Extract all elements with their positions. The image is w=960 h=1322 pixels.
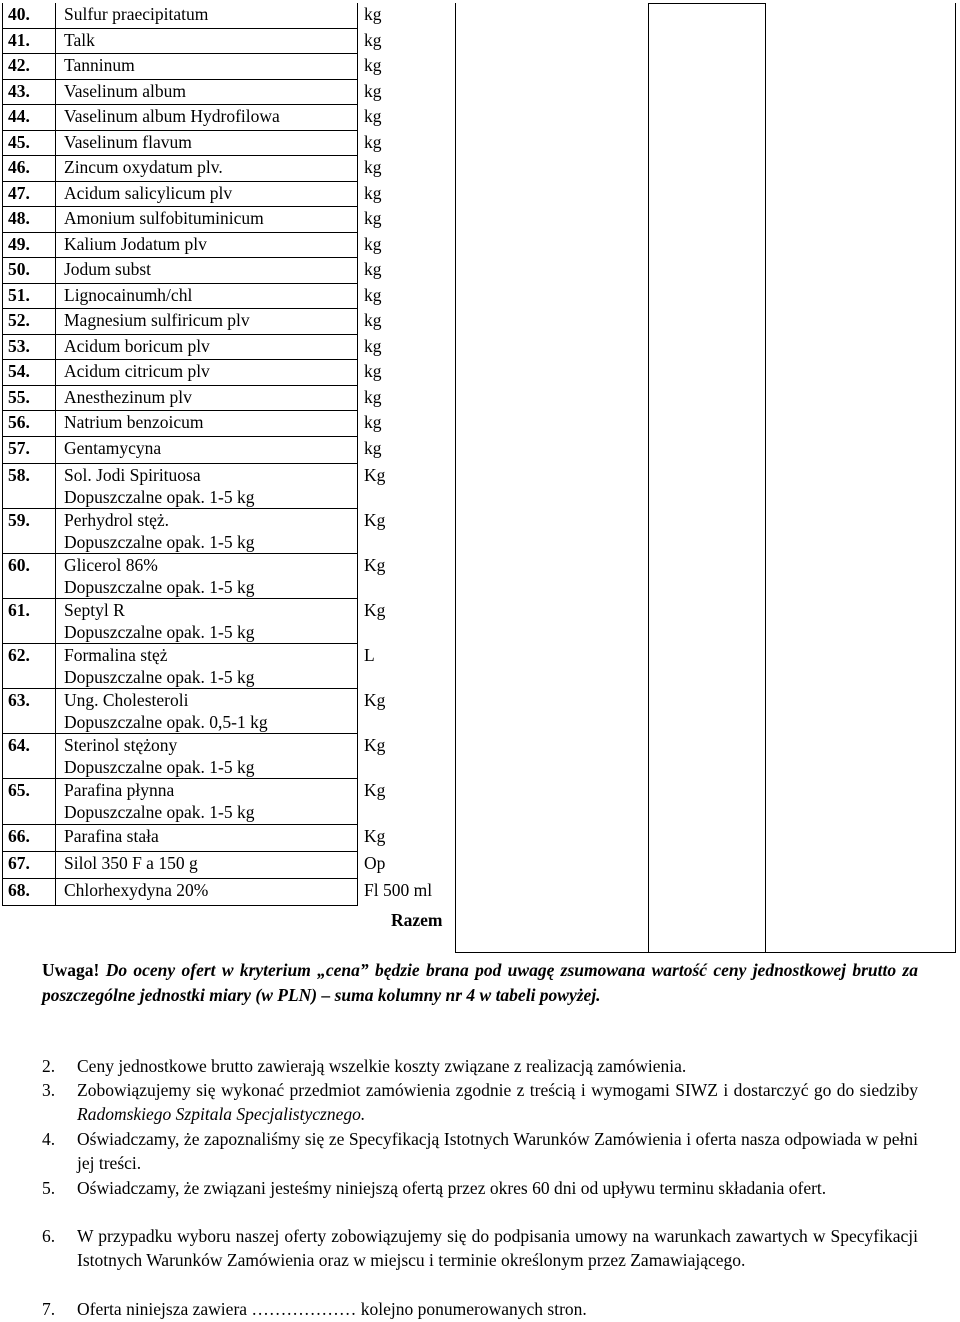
unit-of-measure: kg xyxy=(364,4,382,24)
unit-of-measure: Kg xyxy=(364,465,386,485)
product-name: Parafina stała xyxy=(64,826,159,846)
product-name: Perhydrol stęż. xyxy=(64,510,169,530)
row-number: 56. xyxy=(8,412,30,432)
row-number: 68. xyxy=(8,880,30,900)
row-divider xyxy=(2,643,358,644)
unit-of-measure: kg xyxy=(364,106,382,126)
statement-number: 7. xyxy=(42,1299,56,1319)
packaging-note: Dopuszczalne opak. 0,5-1 kg xyxy=(64,712,268,732)
packaging-note: Dopuszczalne opak. 1-5 kg xyxy=(64,802,255,822)
row-number: 50. xyxy=(8,259,30,279)
row-divider xyxy=(2,778,358,779)
column-divider xyxy=(357,3,358,905)
unit-of-measure: Kg xyxy=(364,735,386,755)
unit-of-measure: kg xyxy=(364,208,382,228)
product-name: Magnesium sulfiricum plv xyxy=(64,310,250,330)
row-number: 61. xyxy=(8,600,30,620)
row-divider xyxy=(2,878,358,879)
row-divider xyxy=(2,598,358,599)
row-number: 46. xyxy=(8,157,30,177)
product-name: Vaselinum flavum xyxy=(64,132,192,152)
row-number: 59. xyxy=(8,510,30,530)
row-number: 42. xyxy=(8,55,30,75)
row-divider xyxy=(2,508,358,509)
unit-of-measure: L xyxy=(364,645,375,665)
row-divider xyxy=(2,130,358,131)
row-divider xyxy=(2,359,358,360)
column-divider xyxy=(455,3,456,953)
row-number: 66. xyxy=(8,826,30,846)
unit-of-measure: kg xyxy=(364,412,382,432)
row-number: 41. xyxy=(8,30,30,50)
row-divider xyxy=(2,334,358,335)
table-border-right xyxy=(955,3,956,953)
unit-of-measure: Kg xyxy=(364,510,386,530)
product-name: Vaselinum album xyxy=(64,81,186,101)
statement-text: Ceny jednostkowe brutto zawierają wszelkie koszty związane z realizacją zamówienia. xyxy=(77,1056,687,1076)
row-number: 45. xyxy=(8,132,30,152)
row-number: 40. xyxy=(8,4,30,24)
packaging-note: Dopuszczalne opak. 1-5 kg xyxy=(64,532,255,552)
product-name: Acidum citricum plv xyxy=(64,361,210,381)
statement-number: 3. xyxy=(42,1080,56,1100)
row-divider xyxy=(2,553,358,554)
cell-border xyxy=(648,3,766,4)
row-divider xyxy=(2,824,358,825)
product-name: Vaselinum album Hydrofilowa xyxy=(64,106,280,126)
row-number: 63. xyxy=(8,690,30,710)
row-divider xyxy=(2,257,358,258)
row-divider xyxy=(2,28,358,29)
row-divider xyxy=(2,206,358,207)
product-name: Kalium Jodatum plv xyxy=(64,234,207,254)
row-divider xyxy=(2,104,358,105)
unit-of-measure: Kg xyxy=(364,555,386,575)
unit-of-measure: kg xyxy=(364,387,382,407)
statement-number: 4. xyxy=(42,1129,56,1149)
statement-text: W przypadku wyboru naszej oferty zobowiązujemy się do podpisania umowy na warunkach zawartych w Specyfikacji Istotnych Warunków Zamówienia oraz w miejscu i terminie określonym przez Zamawiającego. xyxy=(77,1226,918,1270)
unit-of-measure: kg xyxy=(364,81,382,101)
unit-of-measure: kg xyxy=(364,30,382,50)
unit-of-measure: kg xyxy=(364,55,382,75)
product-name: Acidum salicylicum plv xyxy=(64,183,233,203)
product-name: Parafina płynna xyxy=(64,780,175,800)
row-number: 43. xyxy=(8,81,30,101)
row-number: 48. xyxy=(8,208,30,228)
product-name: Anesthezinum plv xyxy=(64,387,192,407)
unit-of-measure: Fl 500 ml xyxy=(364,880,433,900)
row-divider xyxy=(2,385,358,386)
unit-of-measure: kg xyxy=(364,234,382,254)
row-divider xyxy=(2,463,358,464)
table-border-bottom xyxy=(2,905,358,906)
note-paragraph xyxy=(42,958,918,1008)
row-divider xyxy=(2,851,358,852)
product-name: Amonium sulfobituminicum xyxy=(64,208,264,228)
unit-of-measure: kg xyxy=(364,438,382,458)
packaging-note: Dopuszczalne opak. 1-5 kg xyxy=(64,757,255,777)
unit-of-measure: kg xyxy=(364,285,382,305)
row-divider xyxy=(2,688,358,689)
product-name: Sol. Jodi Spirituosa xyxy=(64,465,201,485)
unit-of-measure: Kg xyxy=(364,826,386,846)
note-label: Uwaga! xyxy=(42,960,100,980)
row-number: 44. xyxy=(8,106,30,126)
row-divider xyxy=(2,155,358,156)
hospital-name: Radomskiego Szpitala Specjalistycznego. xyxy=(77,1104,366,1124)
row-number: 60. xyxy=(8,555,30,575)
unit-of-measure: Kg xyxy=(364,780,386,800)
table-border-left xyxy=(2,3,3,905)
row-number: 65. xyxy=(8,780,30,800)
product-name: Jodum subst xyxy=(64,259,152,279)
unit-of-measure: kg xyxy=(364,310,382,330)
statement-text: Zobowiązujemy się wykonać przedmiot zamówienia zgodnie z treścią i wymogami SIWZ i dostarczyć go do siedziby xyxy=(77,1080,918,1100)
row-number: 57. xyxy=(8,438,30,458)
row-divider xyxy=(2,53,358,54)
product-name: Gentamycyna xyxy=(64,438,162,458)
row-divider xyxy=(2,79,358,80)
row-divider xyxy=(2,232,358,233)
statement-number: 6. xyxy=(42,1226,56,1246)
statement-number: 2. xyxy=(42,1056,56,1076)
unit-of-measure: kg xyxy=(364,259,382,279)
row-number: 49. xyxy=(8,234,30,254)
column-divider xyxy=(55,3,56,905)
product-name: Chlorhexydyna 20% xyxy=(64,880,209,900)
product-name: Zincum oxydatum plv. xyxy=(64,157,223,177)
unit-of-measure: Op xyxy=(364,853,386,873)
product-name: Tanninum xyxy=(64,55,135,75)
product-name: Ung. Cholesteroli xyxy=(64,690,189,710)
statement-text: Oświadczamy, że związani jesteśmy niniejszą ofertą przez okres 60 dni od upływu terminu składania ofert. xyxy=(77,1178,827,1198)
table-border-bottom xyxy=(455,952,956,953)
product-name: Formalina stęż xyxy=(64,645,168,665)
row-divider xyxy=(2,436,358,437)
note-text: Do oceny ofert w kryterium „cena” będzie brana pod uwagę zsumowana wartość ceny jednostkowej brutto za poszczególne jednostki miary (w PLN) – suma kolumny nr 4 w tabeli powyżej. xyxy=(42,960,918,1005)
row-number: 52. xyxy=(8,310,30,330)
unit-of-measure: kg xyxy=(364,157,382,177)
unit-of-measure: Kg xyxy=(364,600,386,620)
unit-of-measure: Kg xyxy=(364,690,386,710)
product-name: Natrium benzoicum xyxy=(64,412,204,432)
row-divider xyxy=(2,410,358,411)
packaging-note: Dopuszczalne opak. 1-5 kg xyxy=(64,577,255,597)
product-name: Silol 350 F a 150 g xyxy=(64,853,198,873)
packaging-note: Dopuszczalne opak. 1-5 kg xyxy=(64,622,255,642)
product-name: Sterinol stężony xyxy=(64,735,178,755)
row-divider xyxy=(2,308,358,309)
unit-of-measure: kg xyxy=(364,361,382,381)
row-number: 54. xyxy=(8,361,30,381)
product-name: Glicerol 86% xyxy=(64,555,158,575)
row-divider xyxy=(2,733,358,734)
row-divider xyxy=(2,181,358,182)
product-name: Sulfur praecipitatum xyxy=(64,4,209,24)
statement-text: Oświadczamy, że zapoznaliśmy się ze Specyfikacją Istotnych Warunków Zamówienia i oferta nasza odpowiada w pełni jej treści. xyxy=(77,1129,918,1173)
row-number: 67. xyxy=(8,853,30,873)
unit-of-measure: kg xyxy=(364,132,382,152)
statement-text: Oferta niniejsza zawiera ……………… kolejno ponumerowanych stron. xyxy=(77,1299,587,1319)
row-number: 47. xyxy=(8,183,30,203)
row-number: 53. xyxy=(8,336,30,356)
column-divider xyxy=(648,3,649,953)
unit-of-measure: kg xyxy=(364,183,382,203)
product-name: Septyl R xyxy=(64,600,125,620)
product-name: Talk xyxy=(64,30,95,50)
total-label: Razem xyxy=(391,910,443,930)
product-name: Lignocainumh/chl xyxy=(64,285,193,305)
row-divider xyxy=(2,283,358,284)
packaging-note: Dopuszczalne opak. 1-5 kg xyxy=(64,667,255,687)
row-number: 51. xyxy=(8,285,30,305)
row-number: 64. xyxy=(8,735,30,755)
row-number: 58. xyxy=(8,465,30,485)
statement-number: 5. xyxy=(42,1178,56,1198)
packaging-note: Dopuszczalne opak. 1-5 kg xyxy=(64,487,255,507)
row-number: 62. xyxy=(8,645,30,665)
column-divider xyxy=(765,3,766,953)
product-name: Acidum boricum plv xyxy=(64,336,210,356)
row-number: 55. xyxy=(8,387,30,407)
unit-of-measure: kg xyxy=(364,336,382,356)
